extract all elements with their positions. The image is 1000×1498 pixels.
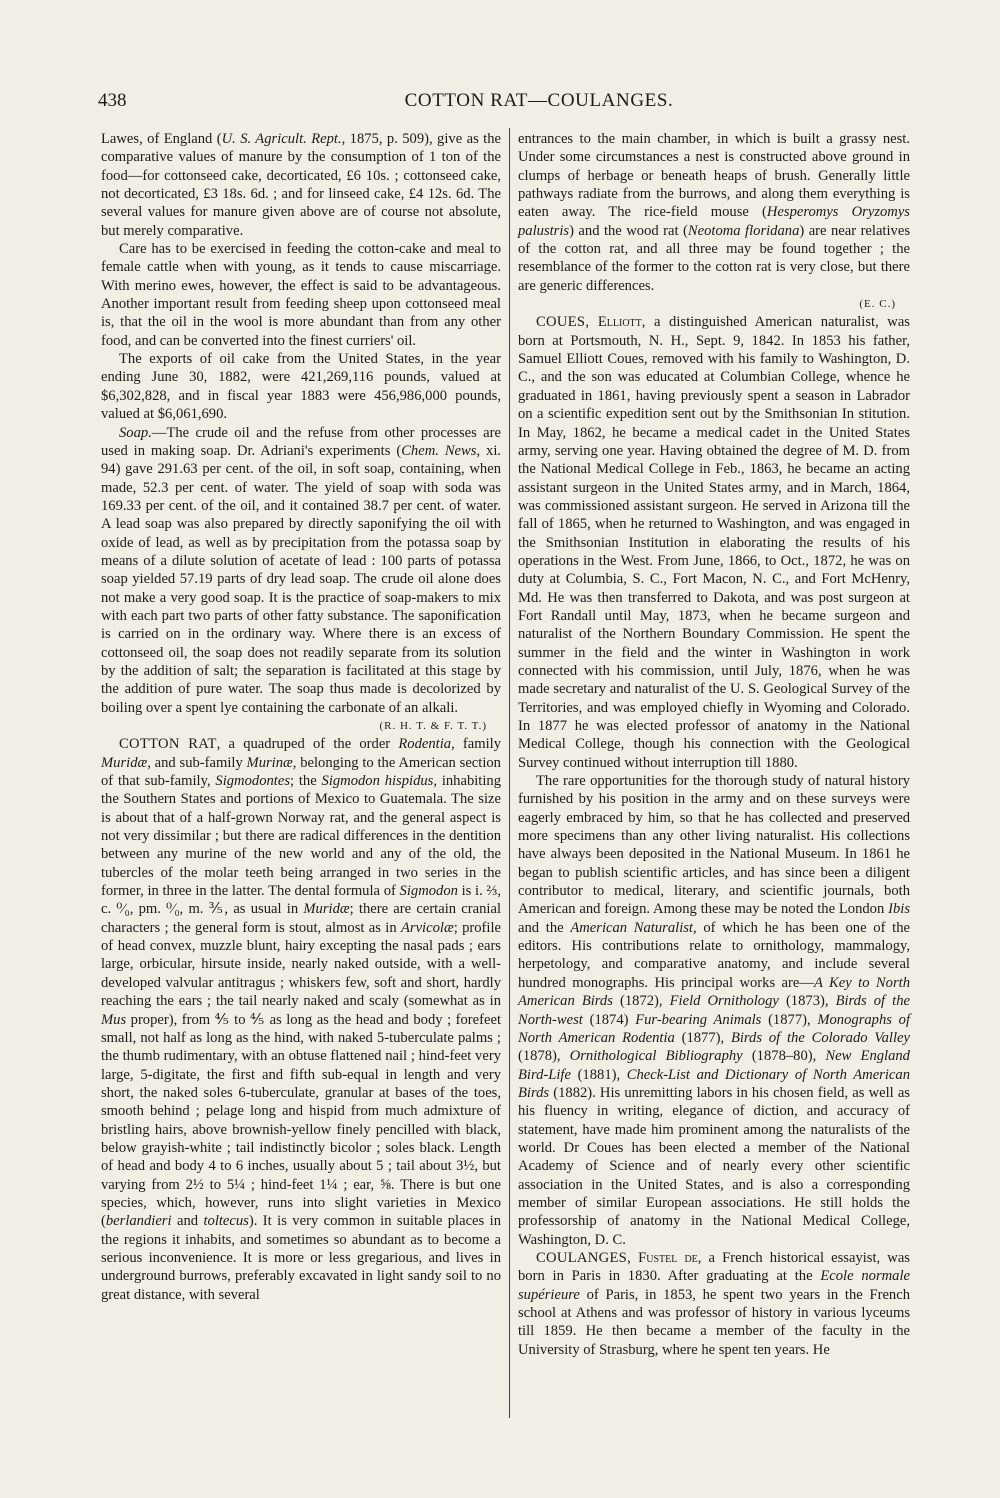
paragraph-coues-works: [518, 772, 910, 1249]
entry-coues: [518, 313, 910, 772]
entry-heading: COTTON RAT: [119, 736, 217, 753]
text: (1877),: [674, 1029, 731, 1046]
author-signature: (E. C.): [859, 298, 896, 311]
paragraph-soap: [101, 424, 501, 718]
author-signature: (R. H. T. & F. T. T.): [379, 720, 487, 732]
text: (1878–80),: [742, 1048, 826, 1065]
taxon: Neotoma floridana: [687, 222, 800, 239]
subheading-soap: Soap.: [119, 424, 152, 441]
text: and the: [518, 919, 571, 936]
taxon: Mus: [101, 1011, 127, 1028]
title: Fur-bearing Animals: [635, 1011, 762, 1028]
text: , family: [451, 736, 501, 753]
paragraph-exports: The exports of oil cake from the United States, in the year ending June 30, 1882, were 421,269,116 pounds, valued at $6,302,828, and in fiscal year 1883 were 456,986,000 pounds, valued at $6,061,690.: [101, 351, 501, 423]
text: ; profile of head convex, muzzle blunt, hairy excepting the nasal pads ; ears large, orbicular, hirsute inside, nearly naked outside, with a well-developed valvular antitragus ; whiskers few, soft and short, hardly reaching the ears ; the tail nearly naked and scaly (somewhat as in: [101, 919, 501, 1010]
text: (1877),: [761, 1011, 818, 1028]
text: , xi. 94) gave 291.63 per cent. of the oil, in soft soap, containing, when made, 52.3 per cent. of water. The yield of soap with soda was 169.33 per cent. of the oil, and it contained 38.7 per cent. of water. A lead soap was also prepared by directly saponifying the oil with oxide of lead, as well as by precipitation from the potassa soap by means of a dilute solution of acetate of lead : 100 parts of potassa soap yielded 57.19 parts of dry lead soap. The crude oil alone does not make a very good soap. It is the practice of soap-makers to mix with each part two parts of other fatty substance. The saponification is carried on in the ordinary way. Where there is an excess of cottonseed oil, the soap does not readily separate from its solution by the addition of salt; the separation is facilitated at this stage by the addition of pure water. The soap thus made is decolorized by boiling over a spent lye containing the carbonate of an alkali.: [101, 442, 502, 716]
text: proper), from ⅘ to ⅘ as long as the head and body ; forefeet small, not half as long as the hind, with naked 5-tuberculate palms ; the thumb rudimentary, with an obtuse flattened nail ; hind-feet very large, 5-digitate, the first and fifth sub-equal in length and very short, the naked soles 6-tuberculate, granular at bases of the toes, smooth behind ; pelage long and hispid from much admixture of bristling hairs, above brownish-yellow finely pencilled with black, below grayish-white ; tail indistinctly bicolor ; soles black. Length of head and body 4 to 6 inches, usually about 5 ; tail about 3½, but varying from 2½ to 5¼ ; hind-feet 1¼ ; ear, ⅝. There is but one species, which, however, runs into slight varieties in Mexico (: [101, 1011, 501, 1230]
text: , 1875, p. 509), give as the comparative values of manure by the consumption of 1 ton of the food—for cottonseed cake, decorticated, £6 10s. ; cottonseed cake, not decorticated, £3 18s. 6d. ; and for linseed cake, £4 12s. 6d. The several values for manure given above are of course not absolute, but merely comparative.: [101, 131, 501, 239]
taxon: Hesperomys Oryzomys palustris: [518, 204, 910, 239]
title: Ornithological Bibliography: [569, 1048, 743, 1065]
text: , a distinguished American naturalist, was born at Portsmouth, N. H., Sept. 9, 1842. In 1853 his father, Samuel Elliott Coues, removed with his family to Washington, D. C., and the son was educated at Columbian College, whence he graduated in 1861, having previously spent a season in Labrador on a scientific expedition sent out by the Smithsonian In stitution. In May, 1862, he became a medical cadet in the United States army, serving one year. Having obtained the degree of M. D. from the National Medical College in Feb., 1863, he became an acting assistant surgeon in the United States army, and in March, 1864, was commissioned assistant surgeon. He served in Arizona till the fall of 1865, when he returned to Washington, and was engaged in the Smithsonian Institution in elaborating the results of his operations in the West. From June, 1866, to Oct., 1872, he was on duty at Columbia, S. C., Fort Macon, N. C., and Fort McHenry, Md. He was then transferred to Dakota, and was post surgeon at Fort Randall until May, 1873, when he became surgeon and naturalist of the Northern Boundary Commission. He spent the summer in the field and the winter in Washington in work connected with his commission, until July, 1876, when he was made secretary and naturalist of the U. S. Geological Survey of the Territories, and was employed chiefly in Wyoming and Colorado. In 1877 he was elected professor of anatomy in the National Medical College, though his connection with the Geological Survey continued without interruption till 1880.: [518, 314, 910, 771]
title: Monographs of North American Rodentia: [518, 1011, 910, 1046]
citation: Chem. News: [401, 442, 477, 459]
column-divider: [509, 128, 510, 1418]
paragraph-cotton-rat-continued: [518, 130, 910, 295]
taxon: toltecus: [203, 1213, 249, 1230]
title: Ibis: [888, 901, 910, 918]
text: —The crude oil and the refuse from other processes are used in making soap. Dr. Adriani's experiments (: [101, 424, 501, 459]
paragraph-feeding-care: Care has to be exercised in feeding the cotton-cake and meal to female cattle when with young, as it tends to cause miscarriage. With merino ewes, however, the effect is said to be advantageous. Another important result from feeding sheep upon cottonseed meal is, that the oil in the wool is more abundant than from any other food, and can be converted into the finest curriers' oil.: [101, 241, 501, 349]
citation: U. S. Agricult. Rept.: [221, 131, 342, 147]
taxon: Rodentia: [398, 736, 452, 753]
left-column: [101, 130, 501, 1304]
text: (1878),: [518, 1048, 570, 1065]
title: Field Ornithology: [669, 993, 779, 1010]
text: , inhabiting the Southern States and portions of Mexico to Guatemala. The size is about that of a half-grown Norway rat, and the general aspect is not very dissimilar ; but there are radical differences in the dentition between any murine of the new world and any of the old, the tubercles of the molar teeth being arranged in two series in the former, in three in the latter. The dental formula of: [101, 773, 501, 900]
text: ; the: [290, 773, 322, 790]
text: ; there are certain cranial characters ; the general form is stout, almost as in: [101, 901, 501, 936]
title: Check-List and Dictionary of North American Birds: [518, 1066, 910, 1101]
paragraph-manure-values: [101, 130, 501, 240]
entry-forename: Elliott: [597, 314, 642, 331]
text: (1874): [582, 1011, 636, 1028]
text: of Paris, in 1853, he spent two years in the French school at Athens and was professor of history in various lyceums till 1859. He then became a member of the faculty in the University of Strasburg, where he spent ten years. He: [518, 1286, 910, 1358]
title: Birds of the North-west: [518, 993, 911, 1028]
running-head: [98, 90, 910, 120]
title: American Naturalist: [570, 919, 693, 936]
taxon: Muridæ: [101, 754, 148, 771]
title: A Key to North American Birds: [518, 974, 910, 1010]
text: ) and the wood rat (: [569, 222, 688, 239]
page-number: 438: [98, 90, 127, 111]
text: (1873),: [778, 993, 836, 1010]
entry-coulanges: [518, 1249, 910, 1359]
taxon: Sigmodontes: [215, 773, 290, 790]
title: New England Bird-Life: [518, 1048, 910, 1083]
entry-heading: COULANGES,: [536, 1249, 632, 1266]
text: The rare opportunities for the thorough study of natural history furnished by his position in the army and on these surveys were eagerly embraced by him, so that he has collected and preserved more specimens than any other living naturalist. His collections have always been deposited in the National Museum. In 1861 he began to publish scientific articles, and has since been a diligent contributor to medical, literary, and scientific journals, both American and foreign. Among these may be noted the London: [518, 773, 910, 918]
taxon: Muridæ: [303, 901, 350, 918]
text: , a quadruped of the order: [216, 736, 399, 753]
entry-heading: COUES,: [536, 314, 590, 331]
text: ). It is very common in suitable places in the regions it inhabits, and sometimes so abundant as to become a serious inconvenience. It is more or less gregarious, and lives in underground burrows, preferably excavated in light sandy soil to no great distance, with several: [101, 1213, 501, 1303]
taxon: Murinæ: [246, 754, 293, 771]
taxon: berlandieri: [105, 1213, 172, 1230]
taxon: Sigmodon hispidus: [321, 773, 434, 790]
text: is i. ⅔, c. ⁰⁄₀, pm. ⁰⁄₀, m. ⅗, as usual in: [101, 883, 501, 918]
entry-forename: Fustel de: [638, 1249, 698, 1266]
text: Lawes, of England (: [101, 131, 222, 147]
text: (1881),: [570, 1066, 627, 1083]
text: (1882). His unremitting labors in his chosen field, as well as his fluency in writing, elegance of diction, and accuracy of statement, have made him prominent among the naturalists of the world. Dr Coues has been elected a member of the National Academy of Science and of nearly every other scientific association in the United States, and is also a corresponding member of similar European associations. He still holds the professorship of anatomy in the National Medical College, Washington, D. C.: [518, 1084, 910, 1248]
entry-cotton-rat: [101, 735, 501, 1304]
taxon: Sigmodon: [399, 883, 458, 900]
title: Birds of the Colorado Valley: [730, 1029, 910, 1046]
text: entrances to the main chamber, in which is built a grassy nest. Under some circumstances a nest is constructed above ground in clumps of herbage or beneath heaps of brush. Generally little pathways radiate from the burrows, and along them everything is eaten away. The rice-field mouse (: [518, 131, 910, 221]
text: and: [171, 1213, 204, 1230]
text: , a French historical essayist, was born in Paris in 1830. After graduating at the: [518, 1249, 910, 1285]
text: , of which he has been one of the editors. His contributions relate to ornithology, mammalogy, herpetology, and comparative anatomy, and include several hundred monographs. His principal works are—: [518, 919, 910, 991]
text: (1872),: [612, 993, 670, 1010]
title: Ecole normale supérieure: [518, 1268, 910, 1303]
running-title: COTTON RAT—COULANGES.: [404, 90, 674, 111]
text: ) are near relatives of the cotton rat, and all three may be found together ; the resemblance of the former to the cotton rat is very close, but there are generic differences.: [518, 222, 910, 294]
text: , belonging to the American section of that sub-family,: [101, 754, 501, 790]
taxon: Arvicolæ: [400, 919, 454, 936]
right-column: [518, 130, 910, 1359]
text: , and sub-family: [147, 754, 247, 771]
